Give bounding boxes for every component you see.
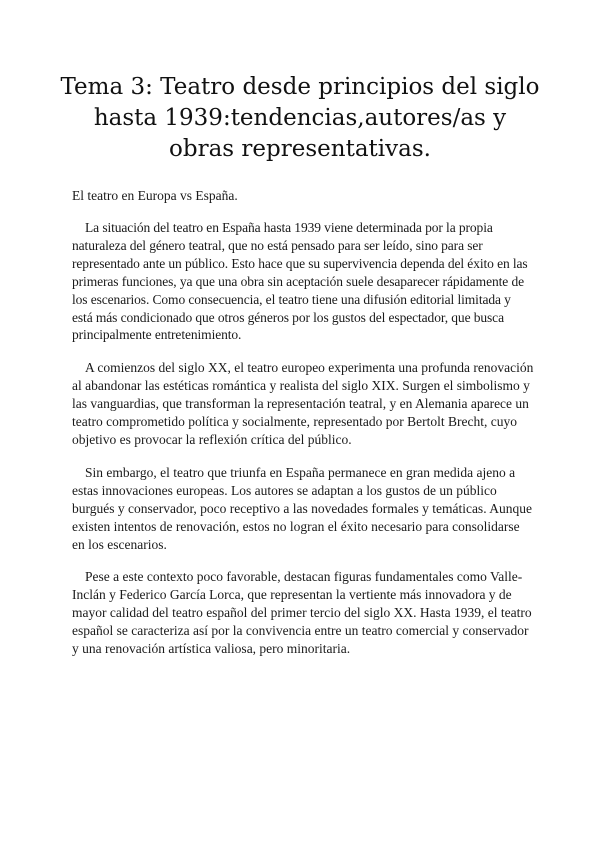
- paragraph-2: A comienzos del siglo XX, el teatro europeo experimenta una profunda renovación al abandonar las estéticas romántica y realista del siglo XIX. Surgen el simbolismo y las vanguardias, que transforman la representación teatral, y en Alemania aparece un teatro comprometido política y socialmente, representado por Bertolt Brecht, cuyo objetivo es provocar la reflexión crítica del público.: [72, 360, 534, 447]
- document-body: [72, 187, 534, 673]
- document-title: Tema 3: Teatro desde principios del siglo hasta 1939:tendencias,autores/as y obras representativas.: [60, 74, 540, 162]
- paragraph-3: Sin embargo, el teatro que triunfa en España permanece en gran medida ajeno a estas innovaciones europeas. Los autores se adaptan a los gustos de un público burgués y conservador, poco receptivo a las novedades formales y temáticas. Aunque existen intentos de renovación, estos no logran el éxito necesario para consolidarse en los escenarios.: [72, 464, 532, 552]
- paragraph-1: La situación del teatro en España hasta 1939 viene determinada por la propia naturaleza del género teatral, que no está pensado para ser leído, sino para ser representado ante un público. Esto hace que su supervivencia dependa del éxito en las primeras funciones, ya que una obra sin aceptación suele desaparecer rápidamente de los escenarios. Como consecuencia, el teatro tiene una difusión editorial limitada y está más condicionado que otros géneros por los gustos del espectador, que busca principalmente entretenimiento.: [72, 220, 528, 343]
- section-subtitle: El teatro en Europa vs España.: [72, 188, 238, 203]
- paragraph-4: Pese a este contexto poco favorable, destacan figuras fundamentales como Valle-Inclán y Federico García Lorca, que representan la vertiente más innovadora y de mayor calidad del teatro español del primer tercio del siglo XX. Hasta 1939, el teatro español se caracteriza así por la convivencia entre un teatro comercial y conservador y una renovación artística valiosa, pero minoritaria.: [72, 569, 532, 657]
